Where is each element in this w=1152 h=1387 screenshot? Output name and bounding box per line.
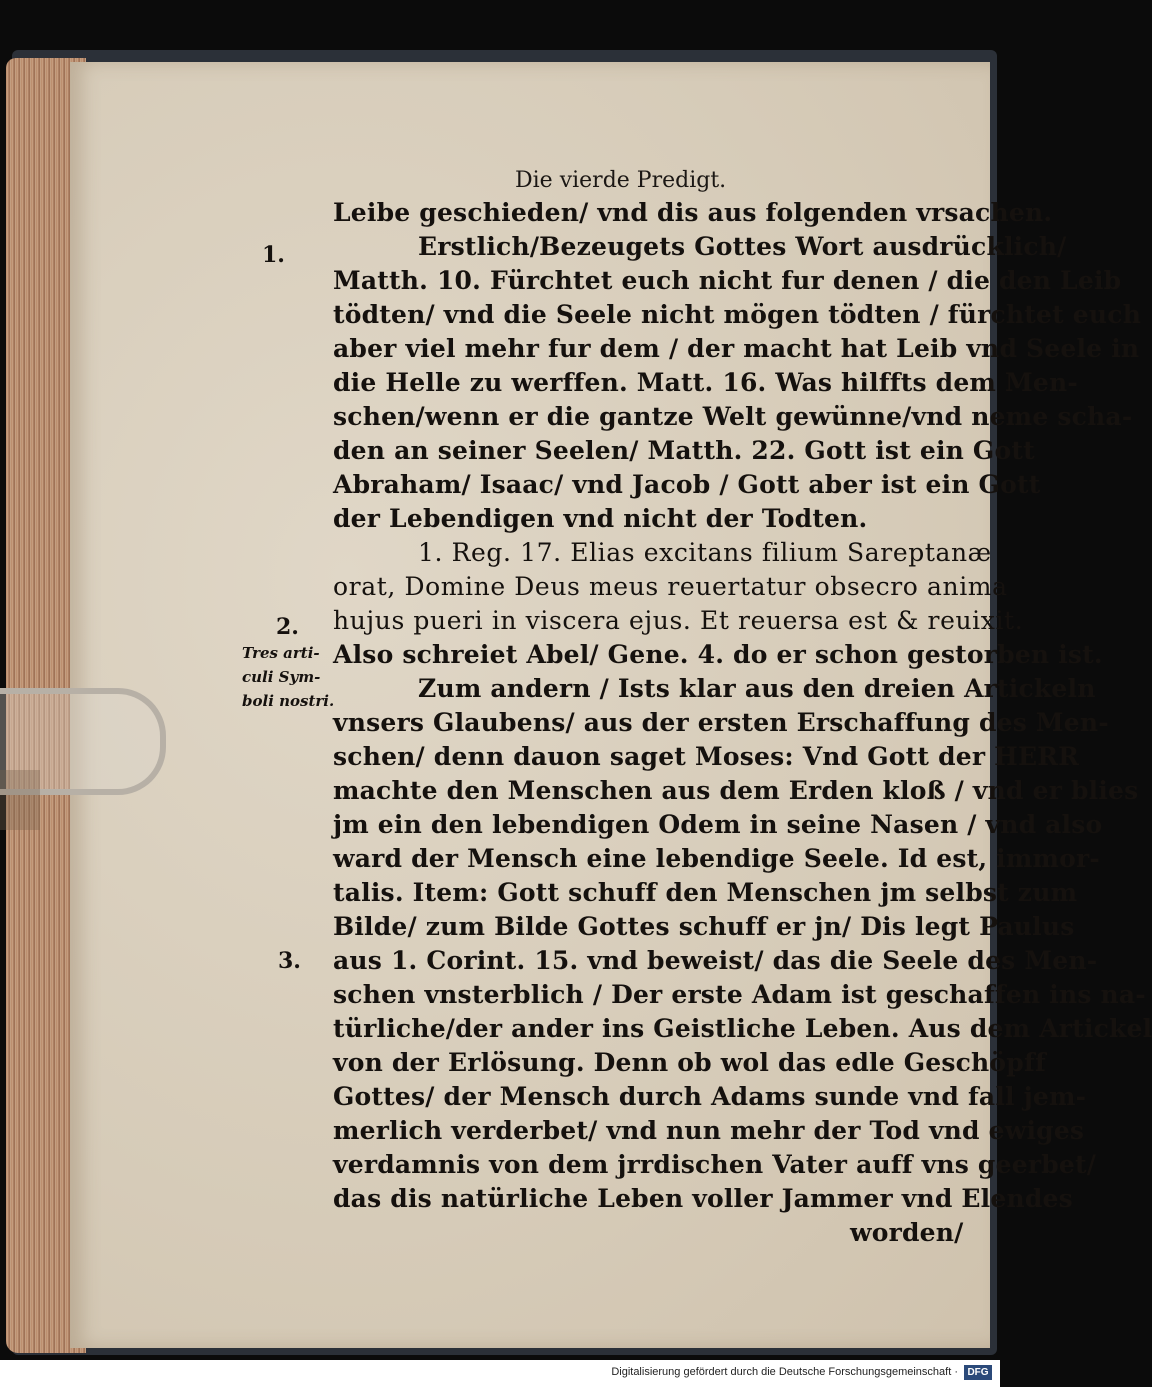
text-line: Gottes/ der Mensch durch Adams sunde vnd fall jem-: [333, 1082, 1087, 1111]
text-line: 1. Reg. 17. Elias excitans filium Sareptanæ: [418, 538, 992, 567]
margin-number-1: 1.: [262, 242, 285, 268]
text-line: tödten/ vnd die Seele nicht mögen tödten / fürchtet euch: [333, 300, 1142, 329]
text-line: die Helle zu werffen. Matt. 16. Was hilffts dem Men-: [333, 368, 1078, 397]
margin-latin-note-line-3: boli nostri.: [242, 692, 335, 710]
text-line: schen/ denn dauon saget Moses: Vnd Gott der HERR: [333, 742, 1080, 771]
footer-bar: [0, 1360, 1000, 1387]
margin-latin-note-line-2: culi Sym-: [242, 668, 321, 686]
text-line: ward der Mensch eine lebendige Seele. Id est, immor-: [333, 844, 1101, 873]
text-line: merlich verderbet/ vnd nun mehr der Tod vnd ewiges: [333, 1116, 1085, 1145]
text-line: verdamnis von dem jrrdischen Vater auff vns geerbet/: [333, 1150, 1097, 1179]
text-line: machte den Menschen aus dem Erden kloß / vnd er blies: [333, 776, 1139, 805]
text-line: aber viel mehr fur dem / der macht hat Leib vnd Seele in: [333, 334, 1140, 363]
text-line: der Lebendigen vnd nicht der Todten.: [333, 504, 868, 533]
text-line: talis. Item: Gott schuff den Menschen jm selbst zum: [333, 878, 1078, 907]
text-line: von der Erlösung. Denn ob wol das edle Geschöpff: [333, 1048, 1046, 1077]
margin-number-3: 3.: [278, 948, 301, 974]
dfg-logo: DFG: [964, 1365, 992, 1380]
footer-credit: Digitalisierung gefördert durch die Deutsche Forschungsgemeinschaft ·: [611, 1366, 958, 1378]
catchword: worden/: [850, 1218, 964, 1247]
text-line: Matth. 10. Fürchtet euch nicht fur denen / die den Leib: [333, 266, 1122, 295]
clip-shadow: [0, 770, 40, 830]
text-line: schen/wenn er die gantze Welt gewünne/vnd neme scha-: [333, 402, 1133, 431]
text-line: aus 1. Corint. 15. vnd beweist/ das die Seele des Men-: [333, 946, 1098, 975]
text-line: Bilde/ zum Bilde Gottes schuff er jn/ Dis legt Paulus: [333, 912, 1075, 941]
text-line: das dis natürliche Leben voller Jammer vnd Elendes: [333, 1184, 1073, 1213]
text-line: Zum andern / Ists klar aus den dreien Artickeln: [418, 674, 1096, 703]
text-line: Leibe geschieden/ vnd dis aus folgenden vrsachen.: [333, 198, 1053, 227]
text-line: Erstlich/Bezeugets Gottes Wort ausdrücklich/: [418, 232, 1067, 261]
text-line: türliche/der ander ins Geistliche Leben. Aus dem Artickel: [333, 1014, 1152, 1043]
text-line: jm ein den lebendigen Odem in seine Nasen / vnd also: [333, 810, 1103, 839]
text-line: orat, Domine Deus meus reuertatur obsecro anima: [333, 572, 1008, 601]
text-line: Abraham/ Isaac/ vnd Jacob / Gott aber ist ein Gott: [333, 470, 1041, 499]
margin-latin-note-line-1: Tres arti-: [242, 644, 320, 662]
running-head: Die vierde Predigt.: [515, 168, 727, 193]
text-line: vnsers Glaubens/ aus der ersten Erschaffung des Men-: [333, 708, 1109, 737]
text-line: Also schreiet Abel/ Gene. 4. do er schon gestorben ist.: [333, 640, 1103, 669]
text-line: den an seiner Seelen/ Matth. 22. Gott ist ein Gott: [333, 436, 1035, 465]
text-line: schen vnsterblich / Der erste Adam ist geschaffen ins na-: [333, 980, 1146, 1009]
margin-number-2: 2.: [276, 614, 299, 640]
text-line: hujus pueri in viscera ejus. Et reuersa est & reuixit.: [333, 606, 1024, 635]
